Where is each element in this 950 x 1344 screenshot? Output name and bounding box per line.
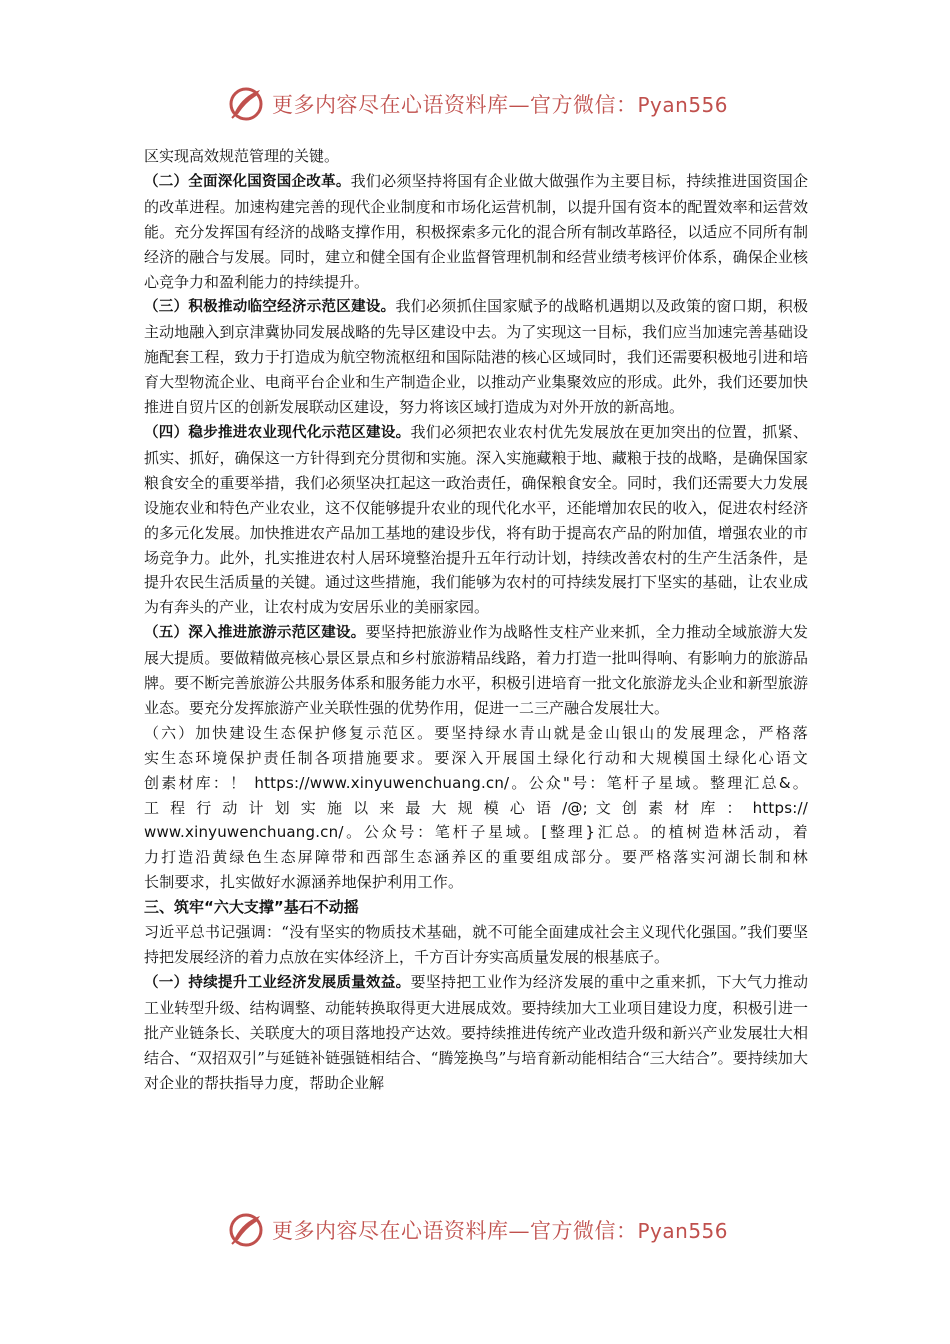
section-3-paragraph bbox=[144, 294, 808, 420]
banner-text: 更多内容尽在心语资料库—官方微信： bbox=[272, 1219, 638, 1243]
section-2-body: 我们必须坚持将国有企业做大做强作为主要目标，持续推进国资国企的改革进程。加速构建完善的现代企业制度和市场化运营机制，以提升国有资本的配置效率和运营效能。充分发挥国有经济的战略支撑作用，积极探索多元化的混合所有制改革路径，以适应不同所有制经济的融合与发展。同时，建立和健全国有企业监督管理机制和经营业绩考核评价体系，确保企业核心竞争力和盈利能力的持续提升。 bbox=[144, 171, 808, 291]
section-5-title: （五）深入推进旅游示范区建设。 bbox=[144, 625, 366, 642]
chapter-heading: 三、筑牢“六大支撑”基石不动摇 bbox=[144, 898, 359, 917]
subsection-1-paragraph bbox=[144, 970, 808, 1096]
header-banner bbox=[226, 82, 746, 126]
wechat-id: Pyan556 bbox=[637, 1219, 729, 1243]
section-6-line: 创素材库：！ https://www.xinyuwenchuang.cn/。公众"号：笔杆子星域。整理汇总&。 bbox=[144, 773, 808, 792]
section-2-title: （二）全面深化国资国企改革。 bbox=[144, 173, 351, 190]
document-body bbox=[144, 144, 808, 1095]
section-4-paragraph bbox=[144, 420, 808, 620]
subsection-1-title: （一）持续提升工业经济发展质量效益。 bbox=[144, 974, 411, 991]
section-6-line: www.xinyuwenchuang.cn/。公众号：笔杆子星域。[整理}汇总。的植树造林活动，着 bbox=[144, 823, 808, 842]
banner-text: 更多内容尽在心语资料库—官方微信： bbox=[272, 93, 638, 117]
quote-paragraph: 习近平总书记强调：“没有坚实的物质技术基础，就不可能全面建成社会主义现代化强国。”我们要坚持把发展经济的着力点放在实体经济上，千方百计夯实高质量发展的根基底子。 bbox=[144, 923, 808, 966]
section-4-title: （四）稳步推进农业现代化示范区建设。 bbox=[144, 424, 411, 441]
section-3-body: 我们必须抓住国家赋予的战略机遇期以及政策的窗口期，积极主动地融入到京津冀协同发展战略的先导区建设中去。为了实现这一目标，我们应当加速完善基础设施配套工程，致力于打造成为航空物流枢纽和国际陆港的核心区域同时，我们还需要积极地引进和培育大型物流企业、电商平台企业和生产制造企业，以推动产业集聚效应的形成。此外，我们还要加快推进自贸片区的创新发展联动区建设，努力将该区域打造成为对外开放的新高地。 bbox=[144, 297, 808, 417]
section-5-paragraph bbox=[144, 620, 808, 721]
section-5-body: 要坚持把旅游业作为战略性支柱产业来抓，全力推动全域旅游大发展大提质。要做精做亮核心景区景点和乡村旅游精品线路，着力打造一批叫得响、有影响力的旅游品牌。要不断完善旅游公共服务体系和服务能力水平，积极引进培育一批文化旅游龙头企业和新型旅游业态。要充分发挥旅游产业关联性强的优势作用，促进一二三产融合发展壮大。 bbox=[144, 623, 808, 717]
subsection-1-body: 要坚持把工业作为经济发展的重中之重来抓，下大气力推动工业转型升级、结构调整、动能转换取得更大进展成效。要持续加大工业项目建设力度，积极引进一批产业链条长、关联度大的项目落地投产达效。要持续推进传统产业改造升级和新兴产业发展壮大相结合、“双招双引”与延链补链强链相结合、“腾笼换鸟”与培育新动能相结合“三大结合”。要持续加大对企业的帮扶指导力度，帮助企业解 bbox=[144, 972, 808, 1092]
section-3-title: （三）积极推动临空经济示范区建设。 bbox=[144, 299, 396, 316]
section-2-paragraph bbox=[144, 169, 808, 295]
section-4-body: 我们必须把农业农村优先发展放在更加突出的位置，抓紧、抓实、抓好，确保这一方针得到充分贯彻和实施。深入实施藏粮于地、藏粮于技的战略，是确保国家粮食安全的重要举措，我们必须坚决扛起这一政治责任，确保粮食安全。同时，我们还需要大力发展设施农业和特色产业农业，这不仅能够提升农业的现代化水平，还能增加农民的收入，促进农村经济的多元化发展。加快推进农产品加工基地的建设步伐，将有助于提高农产品的附加值，增强农业的市场竞争力。此外，扎实推进农村人居环境整治提升五年行动计划，持续改善农村的生产生活条件，是提升农民生活质量的关键。通过这些措施，我们能够为农村的可持续发展打下坚实的基础，让农业成为有奔头的产业，让农村成为安居乐业的美丽家园。 bbox=[144, 422, 808, 617]
section-6-line: 实生态环境保护责任制各项措施要求。要深入开展国土绿化行动和大规模国土绿化心语文 bbox=[144, 748, 808, 767]
section-6-line: （六）加快建设生态保护修复示范区。要坚持绿水青山就是金山银山的发展理念，严格落 bbox=[144, 723, 808, 742]
section-6-line: 工 程 行 动 计 划 实 施 以 来 最 大 规 模 心 语 /@; 文 创 素 材 库 ： https:// bbox=[144, 798, 808, 817]
pen-logo-icon bbox=[226, 84, 266, 124]
paragraph-fragment: 区实现高效规范管理的关键。 bbox=[144, 147, 340, 165]
pen-logo-icon bbox=[226, 1210, 266, 1250]
section-6-line: 力打造沿黄绿色生态屏障带和西部生态涵养区的重要组成部分。要严格落实河湖长制和林 bbox=[144, 848, 808, 867]
footer-banner bbox=[226, 1208, 746, 1252]
section-6-line: 长制要求，扎实做好水源涵养地保护利用工作。 bbox=[144, 873, 464, 892]
wechat-id: Pyan556 bbox=[637, 93, 729, 117]
